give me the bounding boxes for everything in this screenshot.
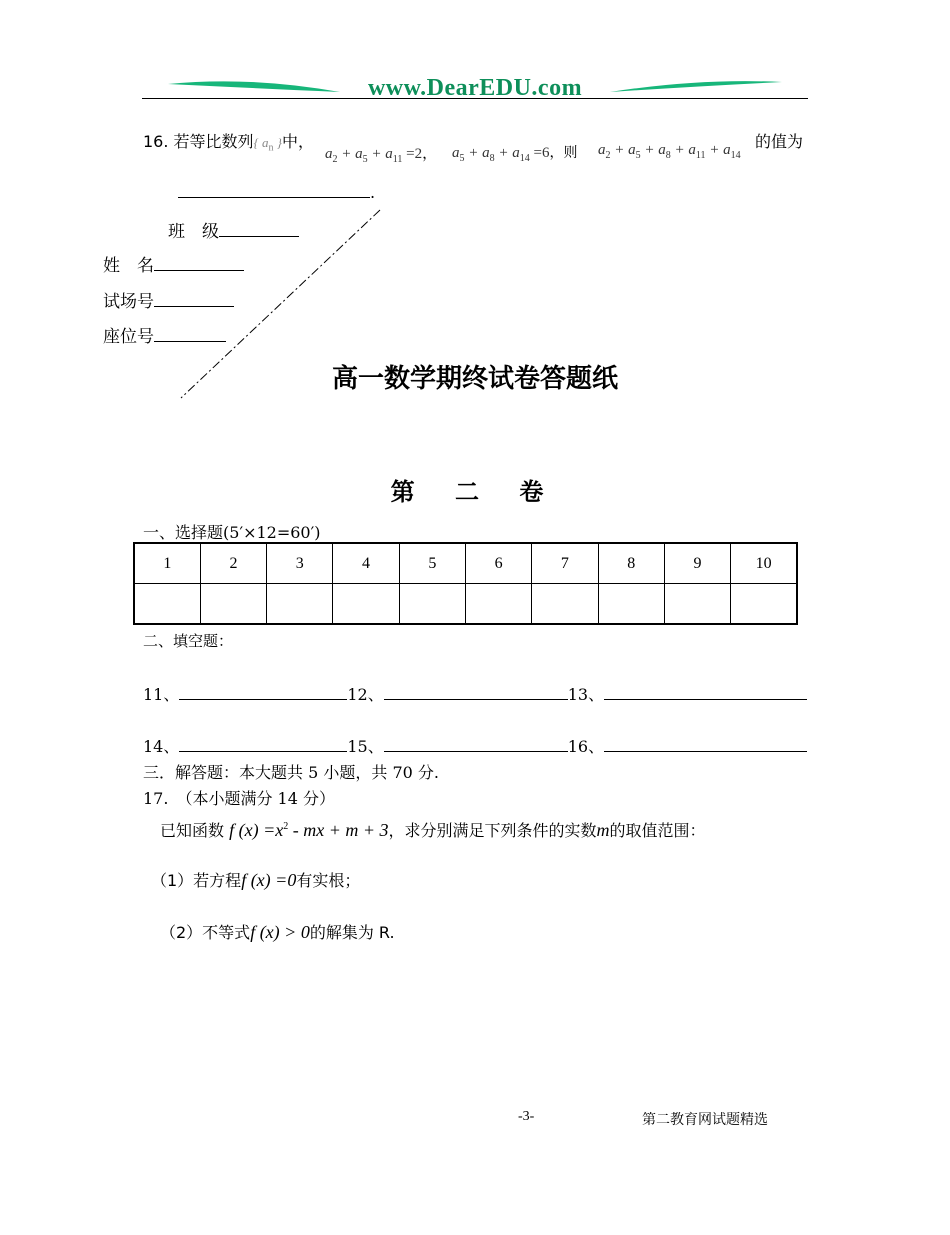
table-header-cell: 4 [333, 543, 399, 584]
footer-site: 第二教育网试题精选 [642, 1112, 768, 1128]
answer-cell[interactable] [399, 584, 465, 625]
eq3-s3: 8 [665, 150, 671, 161]
q16-seq: { a [253, 135, 269, 150]
eq1-p2: + a [367, 146, 393, 162]
fill-row-1 [143, 682, 807, 705]
section-title: 第 二 卷 [390, 478, 560, 506]
name-label: 姓 名 [103, 256, 154, 276]
table-header-cell: 3 [267, 543, 333, 584]
fill-blank-14[interactable] [179, 737, 347, 752]
q16-prefix: 16. 若等比数列 [143, 132, 254, 151]
q16-suffix: 的值为 [755, 132, 804, 151]
fill-label-12: 12、 [347, 685, 384, 704]
section1-score: (5′×12=60′) [223, 523, 321, 542]
answer-cell[interactable] [664, 584, 730, 625]
name-blank[interactable] [154, 255, 244, 271]
eq1-rhs: =2 [402, 146, 423, 162]
q17-part1-prefix: （1）若方程 [151, 871, 242, 890]
table-answer-row [134, 584, 797, 625]
eq3-p2: + a [640, 142, 666, 158]
q17-part1-math: f (x) =0 [241, 870, 297, 890]
fill-row-2 [143, 734, 807, 757]
answer-cell[interactable] [200, 584, 266, 625]
q17-part1-suffix: 有实根； [296, 871, 361, 890]
table-header-cell: 9 [664, 543, 730, 584]
answer-cell[interactable] [333, 584, 399, 625]
page-number: -3- [518, 1109, 535, 1124]
room-blank[interactable] [154, 291, 234, 307]
q17-func-rest: - mx + m + 3 [288, 820, 389, 840]
q17-part2-prefix: （2）不等式 [160, 923, 251, 942]
room-label: 试场号 [103, 292, 154, 312]
fill-label-11: 11、 [143, 685, 180, 704]
q17-var-m: m [596, 820, 610, 840]
section1-heading-text: 一、选择题 [143, 523, 224, 542]
eq3-s5: 14 [730, 150, 741, 161]
name-field[interactable] [103, 251, 244, 276]
q17-part2-math: f (x) > 0 [250, 922, 310, 942]
section1-heading [143, 520, 320, 543]
q17-func: f (x) =x [229, 820, 284, 840]
table-header-cell: 7 [532, 543, 598, 584]
answer-cell[interactable] [532, 584, 598, 625]
table-header-cell: 8 [598, 543, 664, 584]
fill-label-13: 13、 [567, 685, 605, 704]
eq2-p2: + a [494, 145, 520, 161]
seat-field[interactable] [103, 322, 226, 347]
table-header-cell: 10 [731, 543, 797, 584]
seat-blank[interactable] [154, 326, 226, 342]
answer-cell[interactable] [731, 584, 797, 625]
room-field[interactable] [103, 287, 234, 312]
q17-intro-end: 的取值范围： [609, 821, 706, 840]
page-title: 高一数学期终试卷答题纸 [331, 364, 618, 394]
section3-heading: 三．解答题：本大题共 5 小题，共 70 分. [143, 763, 439, 782]
q17-intro-text: 已知函数 [160, 821, 225, 840]
class-field[interactable] [168, 217, 299, 242]
eq3-s2: 5 [635, 150, 641, 161]
site-logo: www.DearEDU.com [367, 75, 583, 101]
eq2-s3: 14 [519, 153, 530, 164]
eq2-rhs: =6 [529, 145, 550, 161]
eq3-p4: + a [705, 142, 731, 158]
q17-intro-rest: ，求分别满足下列条件的实数 [388, 821, 597, 840]
q17-part2 [160, 920, 395, 943]
q17-func-sup: 2 [283, 821, 289, 832]
q16-sep2: ，则 [549, 145, 578, 161]
fill-blank-11[interactable] [179, 685, 347, 700]
eq2-a: a [452, 145, 460, 161]
section2-heading: 二、填空题： [143, 632, 234, 650]
class-label: 班 级 [168, 222, 219, 242]
q16-sep1: ， [422, 144, 438, 162]
q17-part1 [151, 868, 360, 891]
table-header-cell: 1 [134, 543, 200, 584]
fill-blank-15[interactable] [384, 737, 568, 752]
q16-seq-sub: n [268, 142, 274, 154]
fill-label-14: 14、 [143, 737, 180, 756]
eq3-s1: 2 [605, 150, 611, 161]
eq3-a: a [598, 142, 606, 158]
fill-blank-16[interactable] [604, 737, 807, 752]
table-header-cell: 6 [465, 543, 531, 584]
eq1-s1: 2 [332, 154, 338, 165]
eq1-a: a [325, 146, 333, 162]
answer-cell[interactable] [465, 584, 531, 625]
table-header-row [134, 543, 797, 584]
class-blank[interactable] [219, 221, 299, 237]
q16-period: . [370, 183, 376, 202]
eq3-p1: + a [610, 142, 636, 158]
eq2-p1: + a [464, 145, 490, 161]
q16-seq-close: } [273, 135, 282, 150]
q17-intro [160, 818, 706, 841]
answer-cell[interactable] [598, 584, 664, 625]
fill-blank-13[interactable] [604, 685, 807, 700]
seat-label: 座位号 [103, 327, 154, 347]
choice-answer-table [133, 542, 798, 625]
table-header-cell: 5 [399, 543, 465, 584]
eq2-s2: 8 [489, 153, 495, 164]
eq3-p3: + a [670, 142, 696, 158]
q17-part2-suffix: 的解集为 R. [309, 923, 395, 942]
eq1-s3: 11 [392, 154, 403, 165]
fill-blank-12[interactable] [384, 685, 568, 700]
eq1-s2: 5 [362, 154, 368, 165]
cut-line [0, 0, 950, 420]
answer-cell[interactable] [134, 584, 200, 625]
q17-label: 17. （本小题满分 14 分） [143, 789, 335, 808]
q17-function [229, 820, 388, 840]
fill-label-16: 16、 [567, 737, 605, 756]
q16-mid: 中， [281, 132, 314, 151]
eq1-p1: + a [337, 146, 363, 162]
eq2-s1: 5 [459, 153, 465, 164]
eq3-s4: 11 [695, 150, 706, 161]
fill-label-15: 15、 [347, 737, 384, 756]
table-header-cell: 2 [200, 543, 266, 584]
answer-cell[interactable] [267, 584, 333, 625]
